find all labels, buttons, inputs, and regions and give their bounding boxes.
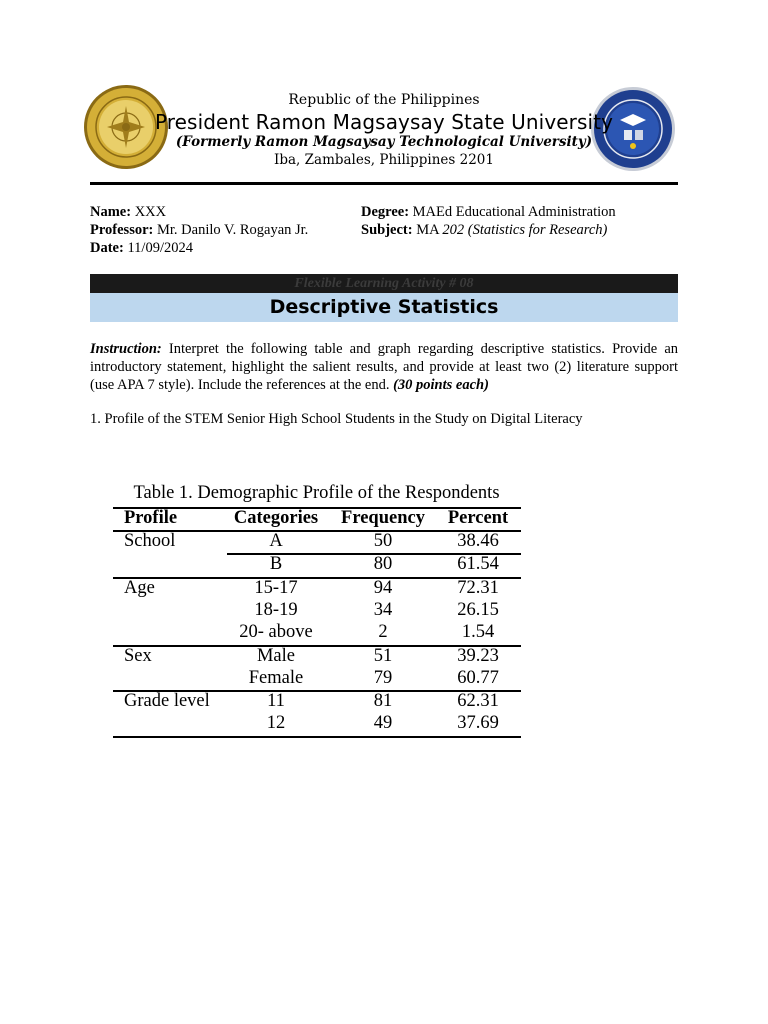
table-header-categories: Categories bbox=[233, 508, 319, 528]
name-label: Name: bbox=[90, 204, 132, 220]
instruction-text-1: Interpret the following table and graph regarding descriptive statistics. Provide an bbox=[168, 341, 679, 357]
header-formerly: (Formerly Ramon Magsaysay Technological University) bbox=[175, 134, 593, 150]
table-cell: 39.23 bbox=[457, 646, 499, 666]
table-cell: 72.31 bbox=[457, 578, 499, 598]
instruction-line-2: introductory statement, highlight the salient results, and provide at least two (2) literature support bbox=[90, 359, 678, 375]
table-cell: 34 bbox=[373, 600, 393, 620]
instruction-line-3 bbox=[90, 376, 678, 394]
table-cell: Age bbox=[124, 578, 155, 598]
question-1: 1. Profile of the STEM Senior High School Students in the Study on Digital Literacy bbox=[90, 411, 583, 427]
table-cell: 49 bbox=[373, 713, 393, 733]
table-cell: Male bbox=[256, 646, 295, 666]
table-cell: 62.31 bbox=[457, 691, 499, 711]
instruction-line-1 bbox=[90, 340, 678, 358]
date-value: 11/09/2024 bbox=[127, 240, 193, 256]
table-cell: Grade level bbox=[124, 691, 210, 711]
degree-value: MAEd Educational Administration bbox=[412, 204, 616, 220]
header-address: Iba, Zambales, Philippines 2201 bbox=[274, 152, 494, 168]
table-cell: 61.54 bbox=[457, 554, 499, 574]
info-date bbox=[90, 239, 193, 257]
header-divider bbox=[90, 182, 678, 185]
header-republic: Republic of the Philippines bbox=[288, 92, 480, 108]
instruction-text-3: (use APA 7 style). Include the references at the end. bbox=[90, 377, 390, 393]
table-cell: 79 bbox=[373, 668, 393, 688]
table-title: Table 1. Demographic Profile of the Respondents bbox=[133, 483, 500, 503]
info-name bbox=[90, 203, 166, 221]
table-cell: 1.54 bbox=[461, 622, 495, 642]
table-cell: 11 bbox=[267, 691, 285, 711]
table-cell: B bbox=[269, 554, 283, 574]
table-cell: 60.77 bbox=[457, 668, 499, 688]
date-label: Date: bbox=[90, 240, 124, 256]
name-value: XXX bbox=[134, 204, 167, 220]
activity-title: Descriptive Statistics bbox=[90, 293, 678, 322]
table-cell: 26.15 bbox=[457, 600, 499, 620]
professor-label: Professor: bbox=[90, 222, 154, 238]
table-header-profile: Profile bbox=[124, 508, 178, 528]
instruction-paragraph bbox=[90, 340, 678, 394]
table-cell: 38.46 bbox=[457, 531, 499, 551]
table-header-percent: Percent bbox=[447, 508, 509, 528]
table-cell: School bbox=[124, 531, 176, 551]
table-cell: 81 bbox=[373, 691, 393, 711]
table-cell: Sex bbox=[124, 646, 152, 666]
table-cell: 18-19 bbox=[254, 600, 298, 620]
table-bottom-rule bbox=[113, 736, 521, 738]
info-subject bbox=[361, 221, 607, 239]
table-header-frequency: Frequency bbox=[341, 508, 425, 528]
table-cell: 15-17 bbox=[254, 578, 298, 598]
table-cell: 2 bbox=[378, 622, 388, 642]
instruction-label: Instruction: bbox=[90, 341, 162, 357]
table-cell: 80 bbox=[373, 554, 393, 574]
info-degree bbox=[361, 203, 616, 221]
table-cell: Female bbox=[248, 668, 304, 688]
header-university-name: President Ramon Magsaysay State University bbox=[154, 110, 614, 134]
table-cell: 50 bbox=[373, 531, 393, 551]
table-cell: 94 bbox=[373, 578, 393, 598]
table-cell: A bbox=[269, 531, 283, 551]
table-cell: 51 bbox=[373, 646, 393, 666]
subject-label: Subject: bbox=[361, 222, 413, 238]
table-cell: 20- above bbox=[239, 622, 313, 642]
table-cell: 12 bbox=[266, 713, 286, 733]
instruction-points: (30 points each) bbox=[393, 377, 489, 393]
activity-banner: Flexible Learning Activity # 08 bbox=[90, 274, 678, 293]
professor-value: Mr. Danilo V. Rogayan Jr. bbox=[156, 222, 309, 238]
subject-value: 202 (Statistics for Research) bbox=[442, 222, 608, 238]
table-cell: 37.69 bbox=[457, 713, 499, 733]
info-professor bbox=[90, 221, 308, 239]
subject-code: MA bbox=[416, 222, 439, 238]
degree-label: Degree: bbox=[361, 204, 410, 220]
